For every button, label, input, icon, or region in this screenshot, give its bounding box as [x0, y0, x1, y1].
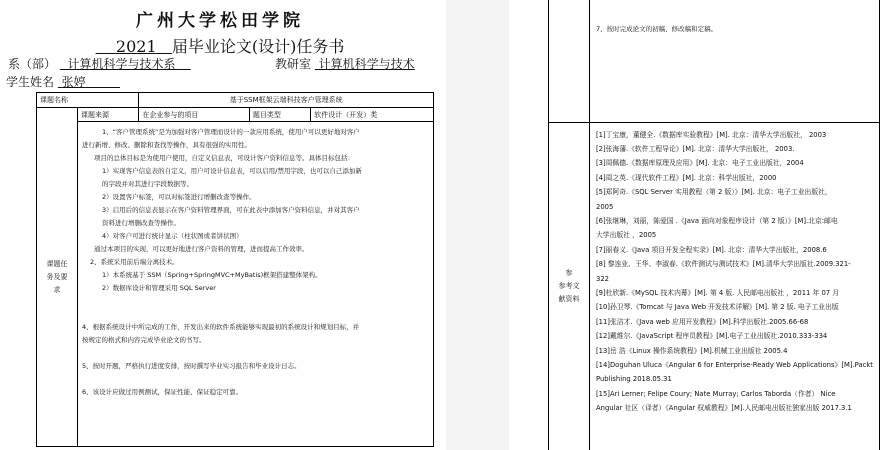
reference-line: 大学出版社 ，2005	[596, 231, 657, 240]
task-table	[36, 92, 434, 447]
task-line: 进行新增、修改、删除和查找等操作，具有很强的实用性。	[82, 141, 251, 149]
reference-line: 2005	[596, 202, 614, 211]
task7-cell	[590, 0, 880, 122]
document-title	[0, 34, 440, 57]
title-year: 2021	[115, 37, 157, 56]
task7-text: 7、按时完成论文的初稿、修改稿和定稿。	[596, 25, 718, 33]
reference-line: [14]Doguhan Uluca《Angular 6 for Enterprise-Ready Web Applications》[M].Packt	[596, 361, 873, 369]
reference-line: Angular 社区（译者）《Angular 权威教程》[M].人民邮电出版社独家出版 2017.3.1	[596, 404, 852, 413]
student-value: 张婷	[61, 75, 86, 89]
continuation-table	[548, 0, 880, 450]
university-name: 广州大学松田学院	[136, 11, 304, 31]
blank-side-cell	[549, 0, 590, 122]
office-row	[275, 55, 415, 72]
source-label: 课题来源	[78, 108, 139, 122]
student-label: 学生姓名	[6, 75, 55, 89]
reference-line: [3]周佩德.《数据库原理及应用》[M]. 北京：电子工业出版社，2004	[596, 159, 804, 168]
topic-value: 基于SSM框架云端科技客户管理系统	[139, 93, 434, 108]
task-line	[82, 295, 429, 308]
student-row	[6, 73, 120, 90]
reference-line: [7]丽春义.《Java 项目开发全程实录》[M]. 北京：清华大学出版社，2008.6	[596, 245, 827, 254]
reference-line: [10]孙卫琴.《Tomcat 与 Java Web 开发技术详解》[M]. 第 2 版. 电子工业出版	[596, 303, 839, 312]
reference-line: Publishing 2018.05.31	[596, 375, 672, 384]
reference-line: [6]张继琳，刘丽，陈爱国 .《Java 面向对象程序设计（第 2 版）》[M].北京:邮电	[596, 216, 838, 225]
task-line: 2）设置客户标签，可以对标签进行增删改查等操作。	[102, 193, 256, 201]
task-line	[82, 308, 429, 321]
task-line	[82, 347, 429, 360]
task-line: 1）实现客户信息表的自定义，用户可设计信息表，可以启用/禁用字段，也可以自己添加新	[102, 167, 362, 175]
topic-label: 课题名称	[37, 93, 139, 108]
reference-line: [2]张海藩.《软件工程导论》[M]. 北京：清华大学出版社， 2003.	[596, 144, 795, 153]
type-value: 软件设计（开发）类	[311, 108, 434, 122]
task-line: 3）启用后的信息表显示在客户资料管理界面，可在此表中添加客户资料信息，并对其客户	[102, 206, 360, 214]
reference-line: [4]周之英.《现代软件工程》[M]. 北京：科学出版社，2000	[596, 173, 777, 182]
office-label: 教研室	[275, 57, 312, 71]
reference-line: [9]杜欣新.《MySQL 技术内幕》[M]. 第 4 版. 人民邮电出版社 ，2011 年 07 月	[596, 288, 840, 297]
task-line: 项目的总体目标是为使用户使用，自定义信息表，可设计客户资料信息等。具体目标包括：	[94, 154, 354, 162]
dept-value: 计算机科学与技术系	[67, 57, 176, 71]
title-rest: 届毕业论文(设计)任务书	[171, 37, 345, 56]
task-line: 1、“客户管理系统”是为加强对客户管理而设计的一款应用系统，使用户可以更好地对客户	[102, 128, 360, 136]
task-line	[82, 373, 429, 386]
source-value: 在企业参与的项目	[139, 108, 249, 122]
task-line: 5、按时开题，严格执行进度安排，按时撰写毕业实习报告和毕业设计日志。	[82, 362, 301, 370]
tasks-body	[78, 122, 434, 447]
refs-label: 参 参考文 献资料	[549, 122, 590, 450]
type-label: 题目类型	[249, 108, 310, 122]
task-line: 2、系统采用前后端分离技术。	[90, 258, 179, 266]
reference-line: [12]戴维尔.《JavaScript 程序员教程》[M].电子工业出版社.2010.333-334	[596, 332, 828, 341]
refs-cell	[590, 122, 880, 450]
task-line: 通过本项目的实现，可以更好地进行客户资料的管理，进而提高工作效率。	[94, 245, 309, 253]
reference-line: 322	[596, 274, 609, 283]
reference-line: [8] 黎连业、王华、李淑春.《软件测试与测试技术》[M].清华大学出版社.2009.321-	[596, 260, 851, 269]
tasks-label: 课题任 务及要 求	[37, 108, 78, 447]
task-line: 4、根据系统设计中所完成的工作，开发出来的软件系统能够实现最初的系统设计和规划目标，并	[82, 323, 360, 331]
reference-line: [5]郑阿奇.《SQL Server 实用教程（第 2 版）》[M]. 北京：电子工业出版社，	[596, 188, 832, 197]
reference-line: [1]丁宝康，董健全.《数据库实验教程》[M]. 北京：清华大学出版社， 2003	[596, 130, 827, 139]
task-line: 按规定的格式和内容完成毕业论文的书写。	[82, 336, 206, 344]
reference-line: [13]岳 浩《Linux 操作系统教程》[M].机械工业出版社 2005.4	[596, 346, 788, 355]
reference-line: [11]张洁才.《Java web 应用开发教程》[M].科学出版社.2005.66-68	[596, 317, 809, 326]
task-line: 资料进行增删改查等操作。	[102, 219, 180, 227]
task-line: 1）本系统基于 SSM（Spring+SpringMVC+MyBatis)框架搭建整体架构。	[102, 271, 322, 279]
task-line: 2）数据库设计和管理采用 SQL Server	[102, 284, 216, 292]
dept-row	[8, 55, 191, 72]
dept-label: 系（部）	[8, 57, 57, 71]
task-line: 的字段并对其进行字段数据等。	[102, 180, 193, 188]
task-line: 4）对客户可进行统计显示（柱状图或者饼状图）	[102, 232, 243, 240]
page-gap	[446, 0, 509, 450]
task-line: 6、该设计应做过用例测试，保证性能、保证稳定可靠。	[82, 388, 243, 396]
office-value: 计算机科学与技术	[318, 57, 415, 71]
reference-line: [15]Ari Lerner; Felipe Coury; Nate Murray; Carlos Taborda（作者） Nice	[596, 389, 836, 398]
